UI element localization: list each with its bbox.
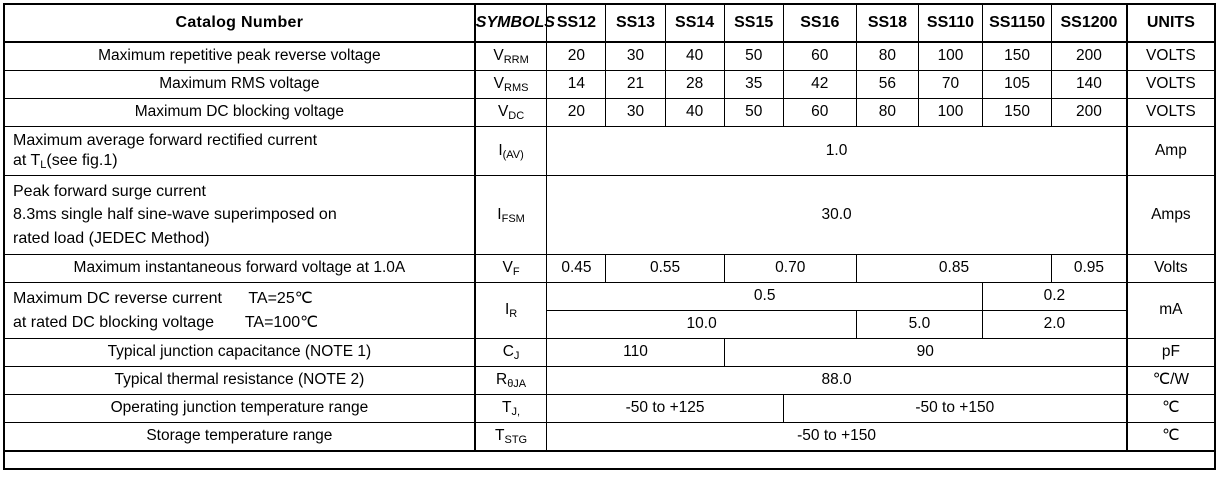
param-ifsm-line3: rated load (JEDEC Method) [13, 229, 210, 247]
param-tstg: Storage temperature range [4, 423, 475, 452]
cell-vf-1: 0.45 [547, 255, 606, 283]
symbol-vf: VF [475, 255, 547, 283]
table-row [4, 367, 1215, 395]
cell-iav-all: 1.0 [547, 127, 1127, 176]
table-row [4, 395, 1215, 423]
cell-vrrm-ss12: 20 [547, 42, 606, 71]
table-row [4, 42, 1215, 71]
table-row [4, 127, 1215, 176]
param-ir-line2: at rated DC blocking voltage TA=100℃ [13, 313, 319, 331]
param-ifsm-line1: Peak forward surge current [13, 183, 206, 201]
param-iav-line2: at TL(see fig.1) [13, 152, 118, 171]
cell-vf-2: 0.55 [606, 255, 724, 283]
table-row [4, 423, 1215, 452]
symbol-vrms: VRMS [475, 71, 547, 99]
cell-vrms-ss18: 56 [856, 71, 918, 99]
cell-ir25-high: 0.2 [983, 283, 1127, 311]
cell-vdc-ss1200: 200 [1052, 99, 1127, 127]
table-row [4, 255, 1215, 283]
cell-vf-3: 0.70 [724, 255, 856, 283]
param-iav-line1: Maximum average forward rectified current [13, 132, 318, 150]
header-part-ss1150: SS1150 [983, 4, 1052, 42]
cell-vrrm-ss14: 40 [665, 42, 724, 71]
cell-tj-high: -50 to +150 [783, 395, 1127, 423]
header-part-ss18: SS18 [856, 4, 918, 42]
param-vdc: Maximum DC blocking voltage [4, 99, 475, 127]
param-vf: Maximum instantaneous forward voltage at 1.0A [4, 255, 475, 283]
unit-vrrm: VOLTS [1127, 42, 1215, 71]
cell-vdc-ss110: 100 [918, 99, 982, 127]
symbol-ifsm: IFSM [475, 176, 547, 255]
unit-cj: pF [1127, 339, 1215, 367]
unit-iav: Amp [1127, 127, 1215, 176]
header-part-ss1200: SS1200 [1052, 4, 1127, 42]
unit-tj: ℃ [1127, 395, 1215, 423]
symbol-rthja: RθJA [475, 367, 547, 395]
cell-cj-high: 90 [724, 339, 1127, 367]
table-footer-strip [3, 452, 1216, 470]
cell-vrms-ss16: 42 [783, 71, 856, 99]
param-rthja: Typical thermal resistance (NOTE 2) [4, 367, 475, 395]
cell-vrrm-ss15: 50 [724, 42, 783, 71]
cell-vrrm-ss13: 30 [606, 42, 665, 71]
cell-vrms-ss13: 21 [606, 71, 665, 99]
cell-vdc-ss12: 20 [547, 99, 606, 127]
cell-vdc-ss14: 40 [665, 99, 724, 127]
param-vrrm: Maximum repetitive peak reverse voltage [4, 42, 475, 71]
unit-rthja: ℃/W [1127, 367, 1215, 395]
param-ifsm-line2: 8.3ms single half sine-wave superimposed on [13, 206, 337, 224]
cell-vdc-ss1150: 150 [983, 99, 1052, 127]
cell-tstg-all: -50 to +150 [547, 423, 1127, 452]
cell-vdc-ss16: 60 [783, 99, 856, 127]
param-cj: Typical junction capacitance (NOTE 1) [4, 339, 475, 367]
electrical-characteristics-table [3, 3, 1216, 452]
cell-vrrm-ss1150: 150 [983, 42, 1052, 71]
param-ir [4, 283, 475, 339]
symbol-iav: I(AV) [475, 127, 547, 176]
table-row [4, 176, 1215, 255]
cell-cj-low: 110 [547, 339, 724, 367]
cell-ir25-main: 0.5 [547, 283, 983, 311]
cell-vf-4: 0.85 [856, 255, 1051, 283]
cell-vdc-ss13: 30 [606, 99, 665, 127]
cell-vrms-ss15: 35 [724, 71, 783, 99]
unit-vrms: VOLTS [1127, 71, 1215, 99]
table-row [4, 283, 1215, 311]
header-part-ss15: SS15 [724, 4, 783, 42]
unit-ir: mA [1127, 283, 1215, 339]
symbol-tstg: TSTG [475, 423, 547, 452]
cell-vdc-ss18: 80 [856, 99, 918, 127]
cell-vrms-ss12: 14 [547, 71, 606, 99]
header-units: UNITS [1127, 4, 1215, 42]
header-part-ss14: SS14 [665, 4, 724, 42]
unit-ifsm: Amps [1127, 176, 1215, 255]
cell-vrms-ss14: 28 [665, 71, 724, 99]
cell-vdc-ss15: 50 [724, 99, 783, 127]
cell-vrms-ss110: 70 [918, 71, 982, 99]
header-symbols: SYMBOLS [475, 4, 547, 42]
cell-ir100-b: 5.0 [856, 311, 982, 339]
header-catalog-number: Catalog Number [4, 4, 475, 42]
cell-vrrm-ss18: 80 [856, 42, 918, 71]
symbol-tj: TJ, [475, 395, 547, 423]
cell-ifsm-all: 30.0 [547, 176, 1127, 255]
table-row [4, 339, 1215, 367]
header-part-ss110: SS110 [918, 4, 982, 42]
cell-vrrm-ss1200: 200 [1052, 42, 1127, 71]
cell-rthja-all: 88.0 [547, 367, 1127, 395]
param-vrms: Maximum RMS voltage [4, 71, 475, 99]
unit-vdc: VOLTS [1127, 99, 1215, 127]
param-iav [4, 127, 475, 176]
cell-ir100-a: 10.0 [547, 311, 856, 339]
param-ifsm [4, 176, 475, 255]
symbol-vdc: VDC [475, 99, 547, 127]
cell-ir100-c: 2.0 [983, 311, 1127, 339]
symbol-vrrm: VRRM [475, 42, 547, 71]
param-tj: Operating junction temperature range [4, 395, 475, 423]
symbol-ir: IR [475, 283, 547, 339]
header-part-ss12: SS12 [547, 4, 606, 42]
cell-tj-low: -50 to +125 [547, 395, 783, 423]
cell-vrms-ss1200: 140 [1052, 71, 1127, 99]
param-ir-line1: Maximum DC reverse current TA=25℃ [13, 290, 313, 308]
table-header-row [4, 4, 1215, 42]
symbol-cj: CJ [475, 339, 547, 367]
cell-vrrm-ss16: 60 [783, 42, 856, 71]
table-row [4, 71, 1215, 99]
table-row [4, 99, 1215, 127]
header-part-ss13: SS13 [606, 4, 665, 42]
cell-vrrm-ss110: 100 [918, 42, 982, 71]
unit-tstg: ℃ [1127, 423, 1215, 452]
unit-vf: Volts [1127, 255, 1215, 283]
cell-vf-5: 0.95 [1052, 255, 1127, 283]
header-part-ss16: SS16 [783, 4, 856, 42]
cell-vrms-ss1150: 105 [983, 71, 1052, 99]
